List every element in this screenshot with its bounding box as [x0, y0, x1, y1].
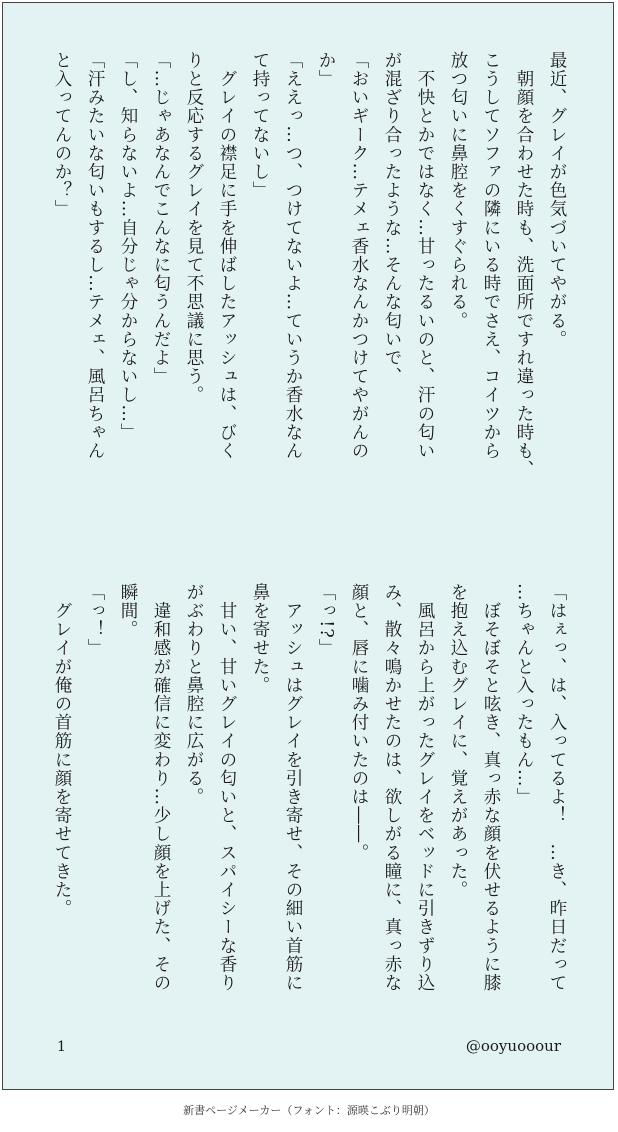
text-line: 「はぇっ、は、入ってるよ！ …き、昨日だって	[547, 583, 567, 993]
page-number: 1	[57, 1039, 66, 1055]
text-line: 「…じゃあなんでこんなに匂うんだよ」	[151, 51, 171, 386]
lower-text-block	[28, 583, 573, 1003]
text-line: か」	[316, 51, 336, 89]
text-line: が混ざり合ったような…そんな匂いで、	[382, 51, 402, 386]
text-line: み、散々鳴かせたのは、欲しがる瞳に、真っ赤な	[382, 583, 402, 993]
text-line: アッシュはグレイを引き寄せ、その細い首筋に	[283, 583, 303, 993]
text-line: ぼそぼそと呟き、真っ赤な顔を伏せるように膝	[481, 583, 501, 993]
text-line: て持ってないし」	[250, 51, 270, 200]
text-line: 「っ！」	[85, 583, 105, 658]
text-line: グレイが俺の首筋に顔を寄せてきた。	[52, 583, 72, 918]
text-line: 不快とかではなく…甘ったるいのと、汗の匂い	[415, 51, 435, 461]
text-line: 違和感が確信に変わり…少し顔を上げた、その	[151, 583, 171, 993]
text-line: 放つ匂いに鼻腔をくすぐられる。	[448, 51, 468, 330]
text-line: 瞬間。	[118, 583, 138, 639]
text-line: 「っ!?」	[316, 583, 336, 658]
footer-credit: 新書ページメーカー（フォント：源暎こぶり明朝）	[183, 1104, 435, 1117]
author-handle: @ooyuooour	[465, 1037, 561, 1055]
text-line: 「ええっ…つ、つけてないよ…ていうか香水なん	[283, 51, 303, 461]
text-line: グレイの襟足に手を伸ばしたアッシュは、びく	[217, 51, 237, 461]
text-line: 「汗みたいな匂いもするし…テメェ、風呂ちゃん	[85, 51, 105, 461]
text-line: こうしてソファの隣にいる時でさえ、コイツから	[481, 51, 501, 461]
text-line: りと反応するグレイを見て不思議に思う。	[184, 51, 204, 405]
text-line: …ちゃんと入ったもん…」	[514, 583, 534, 807]
text-line: 「し、知らないよ…自分じゃ分からないし…」	[118, 51, 138, 442]
upper-text-block	[28, 51, 573, 551]
text-line: 鼻を寄せた。	[250, 583, 270, 695]
text-line: 風呂から上がったグレイをベッドに引きずり込	[415, 583, 435, 993]
text-line: 顔と、唇に噛み付いたのは――。	[349, 583, 369, 862]
text-line: を抱え込むグレイに、覚えがあった。	[448, 583, 468, 900]
text-line: 最近、グレイが色気づいてやがる。	[547, 51, 567, 349]
text-line: 甘い、甘いグレイの匂いと、スパイシーな香り	[217, 583, 237, 993]
text-line: がぶわりと鼻腔に広がる。	[184, 583, 204, 807]
text-line: 「おいギーク…テメェ香水なんかつけてやがんの	[349, 51, 369, 461]
text-line: 朝顔を合わせた時も、洗面所ですれ違った時も、	[514, 51, 534, 479]
novel-page	[2, 2, 614, 1090]
text-line: と入ってんのか？」	[52, 51, 72, 219]
